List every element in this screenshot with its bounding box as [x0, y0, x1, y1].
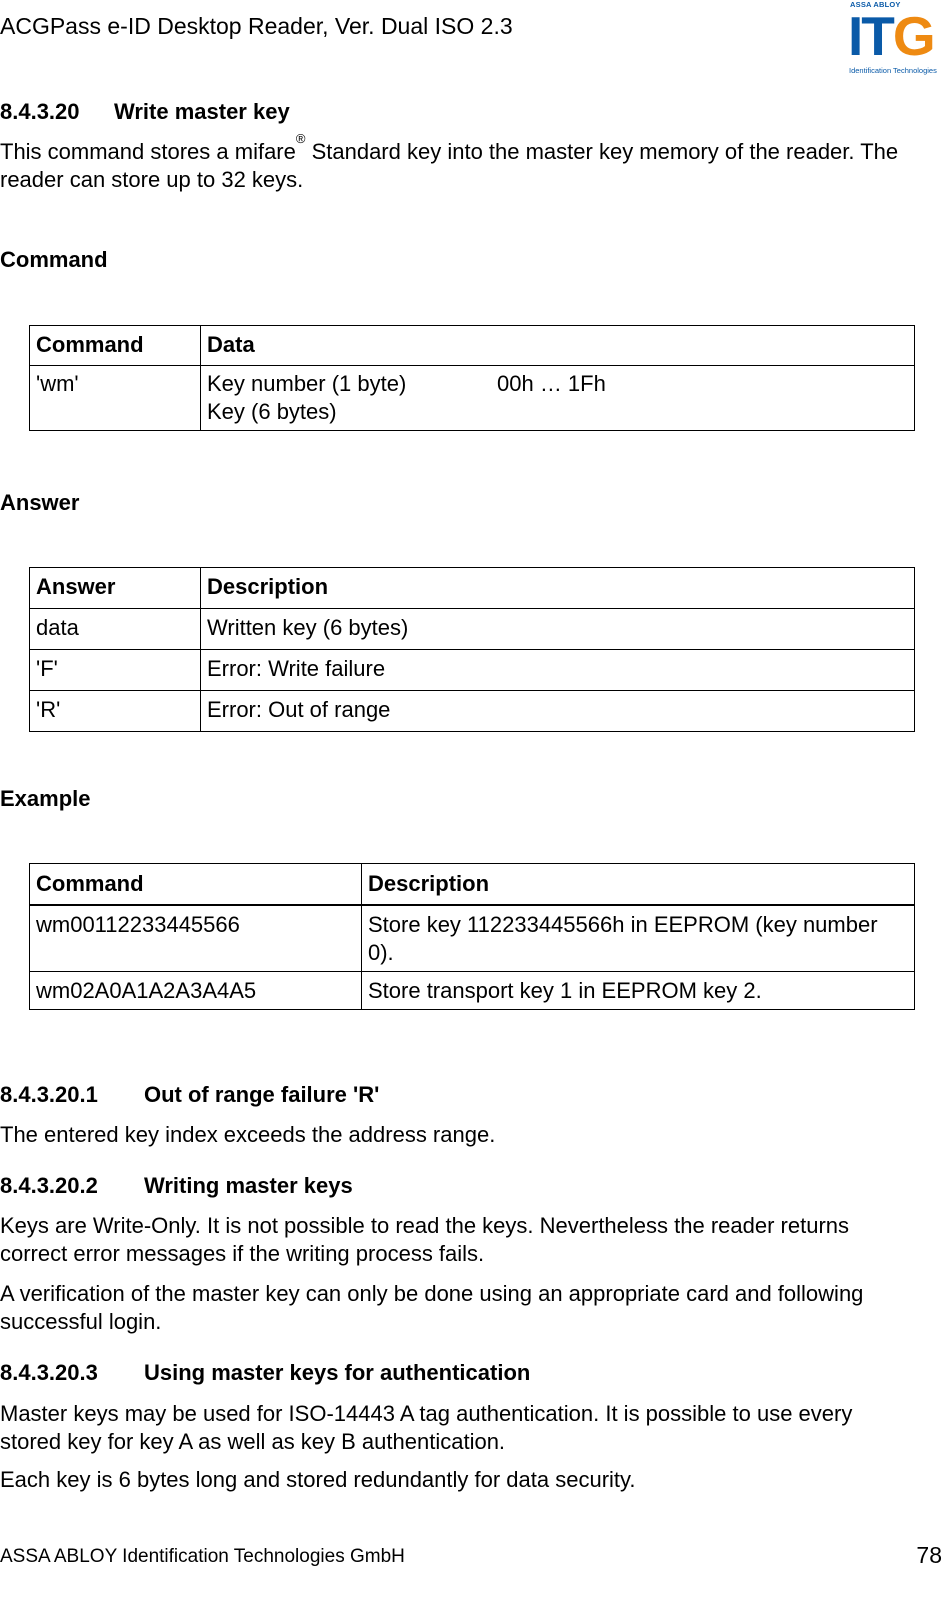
section-intro: This command stores a mifare® Standard key into the master key memory of the reader. The reader can store up to 32 keys.: [0, 131, 899, 192]
paragraph: Each key is 6 bytes long and stored redundantly for data security.: [0, 1467, 636, 1492]
header-cell: Command: [30, 864, 362, 905]
logo-letters: ITG: [848, 5, 934, 67]
table-row: [30, 971, 915, 1009]
answer-cell: 'F': [30, 650, 201, 691]
table-row: [30, 609, 915, 650]
header-cell: Description: [362, 864, 915, 905]
paragraph: The entered key index exceeds the address range.: [0, 1122, 496, 1147]
example-command-cell: wm00112233445566: [30, 905, 362, 972]
header-cell: Command: [30, 326, 201, 366]
registered-mark: ®: [295, 131, 306, 146]
subsection-number: 8.4.3.20.1: [0, 1082, 98, 1107]
key-text: Key (6 bytes): [207, 399, 337, 424]
header-cell: Description: [201, 568, 915, 609]
document-header-title: ACGPass e-ID Desktop Reader, Ver. Dual ISO 2.3: [0, 13, 513, 39]
command-table: [29, 325, 915, 431]
example-command-cell: wm02A0A1A2A3A4A5: [30, 971, 362, 1009]
data-cell: [201, 366, 915, 431]
subsection-title: Out of range failure 'R': [144, 1082, 380, 1107]
table-row: [30, 905, 915, 972]
subsection-heading: [0, 1360, 530, 1386]
example-label: Example: [0, 786, 91, 811]
header-cell: Answer: [30, 568, 201, 609]
example-table: [29, 863, 915, 1010]
key-range-text: 00h … 1Fh: [497, 371, 606, 396]
paragraph: A verification of the master key can only be done using an appropriate card and following successful login.: [0, 1281, 864, 1334]
description-cell: Error: Write failure: [201, 650, 915, 691]
page-number: 78: [916, 1542, 942, 1568]
answer-cell: 'R': [30, 691, 201, 732]
subsection-heading: [0, 1082, 379, 1108]
key-number-text: Key number (1 byte): [207, 371, 407, 396]
command-label: Command: [0, 247, 108, 272]
description-cell: Written key (6 bytes): [201, 609, 915, 650]
answer-table: [29, 567, 915, 732]
footer-company: ASSA ABLOY Identification Technologies GmbH: [0, 1546, 405, 1567]
table-header-row: [30, 864, 915, 905]
table-header-row: [30, 326, 915, 366]
answer-cell: data: [30, 609, 201, 650]
logo-subtitle: Identification Technologies: [849, 66, 937, 75]
answer-label: Answer: [0, 490, 80, 515]
paragraph: Master keys may be used for ISO-14443 A tag authentication. It is possible to use every stored key for key A as well as key B authentication.: [0, 1401, 853, 1454]
description-cell: Error: Out of range: [201, 691, 915, 732]
section-heading: [0, 99, 290, 125]
subsection-title: Using master keys for authentication: [144, 1360, 531, 1385]
subsection-heading: [0, 1173, 353, 1199]
table-header-row: [30, 568, 915, 609]
section-title: Write master key: [114, 99, 290, 124]
paragraph: Keys are Write-Only. It is not possible to read the keys. Nevertheless the reader returns correct error messages if the writing process fails.: [0, 1213, 850, 1266]
table-row: [30, 366, 915, 431]
table-row: [30, 650, 915, 691]
description-cell: Store transport key 1 in EEPROM key 2.: [362, 971, 915, 1009]
subsection-number: 8.4.3.20.3: [0, 1360, 98, 1385]
command-cell: 'wm': [30, 366, 201, 431]
logo-top-text: ASSA ABLOY: [850, 0, 901, 9]
section-number: 8.4.3.20: [0, 99, 80, 124]
table-row: [30, 691, 915, 732]
description-cell: Store key 112233445566h in EEPROM (key number 0).: [362, 905, 915, 972]
header-cell: Data: [201, 326, 915, 366]
subsection-title: Writing master keys: [144, 1173, 353, 1198]
subsection-number: 8.4.3.20.2: [0, 1173, 98, 1198]
company-logo: [848, 0, 942, 78]
